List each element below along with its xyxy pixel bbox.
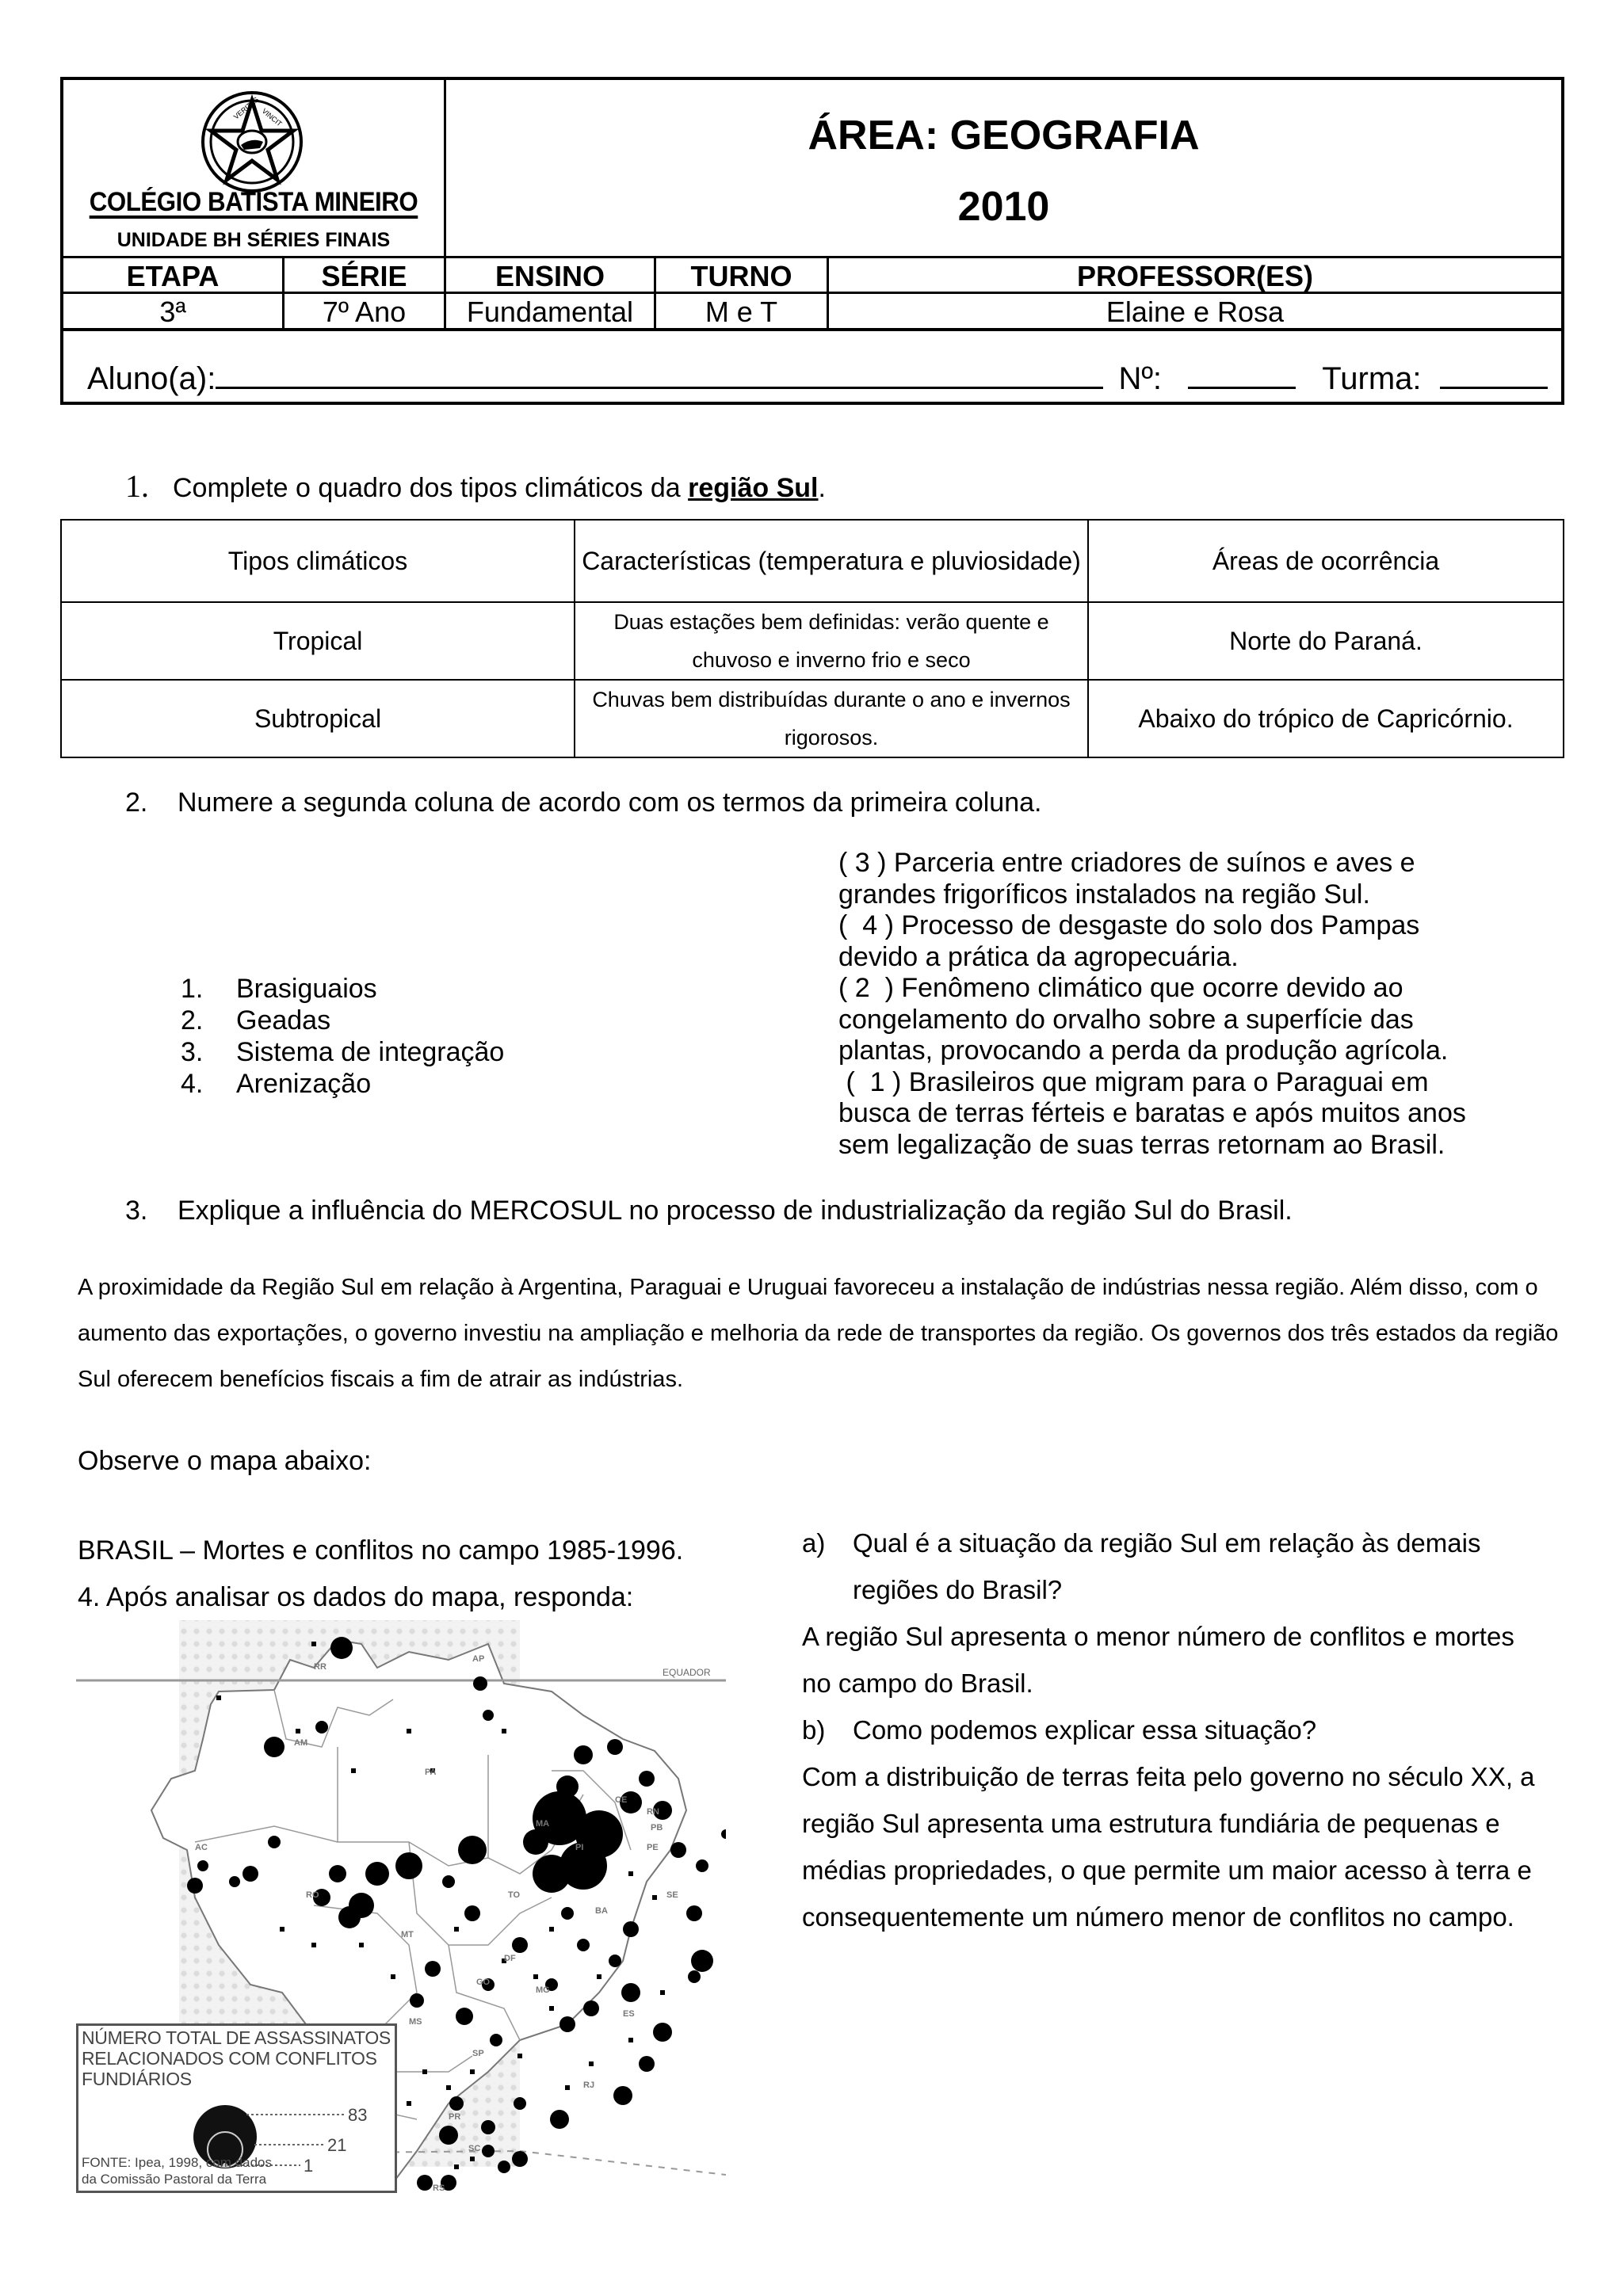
conflict-marker (268, 1836, 281, 1848)
state-label-mt: MT (401, 1930, 414, 1939)
conflict-marker-small (280, 1927, 285, 1932)
label-ensino: ENSINO (446, 258, 656, 294)
student-info-row (63, 328, 1561, 406)
term-label: Geadas (236, 1005, 331, 1035)
school-logo-icon (200, 90, 304, 194)
conflict-marker (691, 1950, 713, 1972)
term-label: Arenização (236, 1069, 372, 1099)
value-turno: M e T (656, 294, 829, 330)
legend-title-line: FUNDIÁRIOS (82, 2069, 192, 2089)
state-label-df: DF (504, 1954, 516, 1963)
definition-line: Brasileiros que migram para o Paraguai em (908, 1066, 1429, 1097)
cell-type: Tropical (61, 602, 575, 680)
cell-characteristics: Duas estações bem definidas: verão quente e chuvoso e inverno frio e seco (575, 602, 1088, 680)
value-etapa: 3ª (63, 294, 285, 330)
header-caracteristicas: Características (temperatura e pluviosidade) (575, 520, 1088, 602)
conflict-marker (482, 2145, 495, 2157)
subquestion-text: Qual é a situação da região Sul em relação às demais regiões do Brasil? (853, 1528, 1481, 1604)
conflict-marker (686, 1905, 702, 1921)
second-column-definitions (838, 848, 1536, 1161)
value-ensino: Fundamental (446, 294, 656, 330)
conflict-marker (229, 1876, 240, 1887)
conflict-marker-small (628, 2038, 633, 2042)
definition-line: Fenômeno climático que ocorre devido ao (901, 973, 1403, 1003)
state-label-mg: MG (536, 1985, 550, 1995)
definition-line: congelamento do orvalho sobre a superfície das (838, 1004, 1414, 1035)
state-label-ro: RO (306, 1890, 319, 1900)
conflict-marker-small (660, 1990, 665, 1995)
label-serie: SÉRIE (285, 258, 446, 294)
state-label-rr: RR (314, 1662, 327, 1672)
subquestion-label: a) (802, 1528, 826, 1558)
legend-source-line: da Comissão Pastoral da Terra (82, 2172, 267, 2187)
conflict-marker (639, 1771, 655, 1787)
conflict-marker-small (470, 2069, 475, 2074)
map-caption: BRASIL – Mortes e conflitos no campo 1985-1996. (78, 1535, 684, 1566)
definition-line: Parceria entre criadores de suínos e aves e (893, 848, 1415, 878)
conflict-marker (561, 1907, 574, 1920)
conflict-marker (721, 1829, 726, 1839)
student-label: Aluno(a): (87, 361, 216, 396)
value-professores: Elaine e Rosa (1106, 296, 1285, 328)
term-number: 4. (181, 1069, 204, 1099)
conflict-marker (613, 2086, 632, 2105)
conflict-marker (425, 1961, 441, 1977)
definition-item (838, 973, 1536, 1067)
conflict-marker-small (454, 1927, 459, 1932)
conflict-marker-small (391, 1974, 395, 1979)
state-label-ac: AC (195, 1843, 208, 1852)
school-logo-cell (63, 80, 446, 256)
equator-label: EQUADOR (663, 1667, 711, 1678)
state-label-pe: PE (647, 1843, 659, 1852)
state-label-to: TO (508, 1890, 521, 1900)
conflict-marker (473, 1676, 487, 1691)
header-areas: Áreas de ocorrência (1088, 520, 1564, 602)
term-number: 3. (181, 1037, 204, 1067)
conflict-marker-small (351, 1768, 356, 1773)
question-1 (125, 467, 826, 505)
legend-title-line: RELACIONADOS COM CONFLITOS (82, 2048, 377, 2069)
definition-line: sem legalização de suas terras retornam ao Brasil. (838, 1129, 1445, 1160)
question-number: 1. (125, 468, 149, 504)
term-label: Brasiguaios (236, 974, 377, 1004)
conflict-marker-small (216, 1695, 221, 1700)
conflict-marker (670, 1842, 686, 1858)
legend-source (82, 2154, 272, 2187)
conflict-marker (523, 1829, 548, 1855)
conflict-marker (490, 2034, 502, 2046)
conflict-marker (483, 1710, 494, 1721)
conflict-marker (577, 1939, 590, 1951)
conflict-marker-small (565, 2085, 570, 2090)
legend-title-line: NÚMERO TOTAL DE ASSASSINATOS (82, 2027, 391, 2048)
conflict-marker (417, 2175, 433, 2191)
state-label-es: ES (623, 2009, 635, 2019)
logo-motto-right: VINCIT (260, 106, 284, 128)
answer-input[interactable]: ( 2 ) (838, 973, 894, 1003)
conflict-marker (442, 1875, 455, 1888)
student-name-field[interactable] (216, 360, 1103, 389)
definition-item (838, 910, 1536, 973)
subquestion-a-answer: A região Sul apresenta o menor número de conflitos e mortes no campo do Brasil. (802, 1622, 1514, 1698)
title-cell (446, 80, 1561, 256)
definition-line: plantas, provocando a perda da produção agrícola. (838, 1035, 1449, 1066)
question-3 (125, 1196, 1293, 1226)
conflict-marker-small (359, 1943, 364, 1947)
conflict-marker (533, 1855, 571, 1893)
cell-type: Subtropical (61, 680, 575, 757)
state-label-rn: RN (647, 1807, 659, 1817)
subquestion-text: Como podemos explicar essa situação? (853, 1715, 1317, 1745)
question-2 (125, 788, 1041, 818)
cell-characteristics: Chuvas bem distribuídas durante o ano e invernos rigorosos. (575, 680, 1088, 757)
state-label-pa: PA (425, 1768, 437, 1777)
conflict-marker (559, 2016, 575, 2032)
state-label-rj: RJ (583, 2081, 595, 2090)
conflict-marker (329, 1865, 346, 1882)
subquestion-b-answer: Com a distribuição de terras feita pelo governo no século XX, a região Sul apresenta uma estrutura fundiária de pequenas e médias propriedades, o que permite um maior acesso à terra e consequentemente um número menor de conflitos no campo. (802, 1762, 1535, 1932)
conflict-marker-small (407, 2101, 411, 2106)
cell-areas: Norte do Paraná. (1088, 602, 1564, 680)
state-label-ms: MS (409, 2017, 422, 2027)
conflict-marker (197, 1860, 208, 1871)
definition-item (838, 1067, 1536, 1161)
term-item (181, 1036, 504, 1068)
student-line (87, 360, 1537, 397)
question-4-prompt: 4. Após analisar os dados do mapa, responda: (78, 1582, 634, 1612)
state-label-go: GO (476, 1978, 491, 1987)
subquestion-label: b) (802, 1715, 826, 1745)
label-etapa: ETAPA (63, 258, 285, 294)
conflict-marker (639, 2056, 655, 2072)
answer-input[interactable]: ( 3 ) (838, 848, 887, 878)
conflict-marker (439, 2126, 458, 2145)
conflict-marker (574, 1745, 593, 1764)
area-title: ÁREA: GEOGRAFIA (808, 113, 1200, 158)
state-label-ap: AP (472, 1654, 485, 1664)
conflict-marker (264, 1737, 285, 1757)
conflict-marker (187, 1878, 203, 1894)
conflict-marker (653, 2023, 672, 2042)
question-3-answer: A proximidade da Região Sul em relação à Argentina, Paraguai e Uruguai favoreceu a instalação de indústrias nessa região. Além disso, com o aumento das exportações, o governo investiu na ampliação e melhoria da rede de transportes da região. Os governos dos três estados da região Sul oferecem benefícios fiscais a fim de atrair as indústrias. (78, 1275, 1559, 1392)
student-number-field[interactable] (1188, 360, 1296, 389)
first-column-terms (181, 973, 504, 1100)
conflict-marker-small (407, 1729, 411, 1733)
conflict-marker-small (296, 1729, 300, 1733)
question-text: Numere a segunda coluna de acordo com os termos da primeira coluna. (178, 788, 1042, 818)
conflict-marker (481, 2120, 495, 2134)
question-end: . (818, 473, 826, 503)
state-label-pb: PB (651, 1823, 663, 1833)
definition-line: grandes frigoríficos instalados na região Sul. (838, 879, 1370, 910)
subquestion-a (802, 1520, 1539, 1613)
state-label-ma: MA (536, 1819, 550, 1829)
conflict-marker-small (549, 1927, 554, 1932)
term-item (181, 1068, 504, 1100)
conflict-marker-small (422, 2069, 427, 2074)
table-header-row (61, 520, 1564, 602)
conflict-marker-small (628, 1871, 633, 1876)
conflict-marker (514, 2097, 526, 2110)
question-text: Complete o quadro dos tipos climáticos da (173, 473, 681, 503)
conflict-marker (583, 2000, 599, 2016)
map-legend (76, 2023, 397, 2193)
conflict-marker-small (549, 2006, 554, 2011)
state-label-sc: SC (468, 2144, 481, 2153)
conflict-marker (498, 2161, 510, 2173)
term-number: 2. (181, 1005, 204, 1035)
cell-areas: Abaixo do trópico de Capricórnio. (1088, 680, 1564, 757)
state-label-pr: PR (449, 2112, 461, 2122)
state-label-ce: CE (615, 1795, 628, 1805)
value-serie: 7º Ano (285, 294, 446, 330)
climate-types-table (60, 519, 1564, 758)
conflict-marker (242, 1866, 258, 1882)
class-field[interactable] (1440, 360, 1548, 389)
conflict-marker (464, 1905, 480, 1921)
exam-header (60, 77, 1564, 405)
definition-line: Processo de desgaste do solo dos Pampas (901, 910, 1420, 940)
conflict-marker (315, 1721, 328, 1733)
conflict-marker (607, 1739, 623, 1755)
state-label-am: AM (294, 1738, 308, 1748)
school-unit: UNIDADE BH SÉRIES FINAIS (116, 229, 391, 251)
number-label: Nº: (1118, 361, 1163, 396)
term-item (181, 1005, 504, 1036)
state-label-pi: PI (575, 1843, 584, 1852)
conflict-marker (330, 1637, 353, 1659)
header-labels-row (63, 256, 1561, 294)
conflict-marker (449, 2096, 464, 2111)
definition-line: busca de terras férteis e baratas e após muitos anos (838, 1098, 1466, 1128)
conflict-marker-small (311, 1943, 316, 1947)
conflict-marker (512, 1937, 528, 1953)
school-name: COLÉGIO BATISTA MINEIRO (89, 187, 418, 217)
state-label-ba: BA (595, 1906, 608, 1916)
conflict-marker-small (533, 1974, 538, 1979)
conflict-marker (456, 2008, 473, 2025)
legend-value-21: 21 (327, 2135, 347, 2155)
table-row (61, 680, 1564, 757)
conflict-marker-small (311, 1642, 316, 1646)
table-row (61, 602, 1564, 680)
legend-value-1: 1 (304, 2156, 314, 2176)
conflict-marker (623, 1921, 639, 1937)
question-emphasis: região Sul (688, 473, 819, 503)
conflict-marker-small (652, 1895, 657, 1900)
observe-instruction: Observe o mapa abaixo: (78, 1446, 372, 1476)
conflict-marker-small (502, 1729, 506, 1733)
header-values-row (63, 292, 1561, 330)
conflict-marker (338, 1906, 361, 1928)
conflict-marker (550, 2110, 569, 2129)
question-text: Explique a influência do MERCOSUL no processo de industrialização da região Sul do Brasil. (178, 1196, 1293, 1226)
term-number: 1. (181, 974, 204, 1004)
question-4-subquestions (802, 1520, 1539, 1940)
question-number: 2. (125, 788, 148, 818)
definition-item (838, 848, 1536, 910)
answer-input[interactable]: ( 4 ) (838, 910, 894, 940)
header-tipos: Tipos climáticos (61, 520, 575, 602)
legend-source-line: FONTE: Ipea, 1998, com dados (82, 2155, 273, 2170)
term-item (181, 973, 504, 1005)
state-label-se: SE (666, 1890, 678, 1900)
legend-value-83: 83 (348, 2105, 368, 2125)
logo-motto-left: VERITAS (231, 95, 261, 121)
definition-line: devido a prática da agropecuária. (838, 941, 1239, 972)
subquestion-b (802, 1707, 1539, 1753)
label-professores: PROFESSOR(ES) (1076, 259, 1314, 292)
conflict-marker-small (597, 1974, 601, 1979)
term-label: Sistema de integração (236, 1037, 505, 1067)
conflict-marker-small (470, 2157, 475, 2161)
conflict-marker (512, 2151, 528, 2167)
conflict-marker (458, 1836, 487, 1864)
conflict-marker (621, 1983, 640, 2002)
conflict-marker-small (517, 2054, 522, 2058)
conflict-marker (688, 1970, 701, 1983)
exam-year: 2010 (957, 184, 1050, 230)
class-label: Turma: (1322, 361, 1422, 396)
conflict-marker (365, 1862, 389, 1886)
question-number: 3. (125, 1196, 148, 1226)
conflict-marker (395, 1852, 422, 1879)
answer-input[interactable]: ( 1 ) (838, 1066, 902, 1097)
conflict-marker (609, 1955, 621, 1967)
state-label-sp: SP (472, 2049, 484, 2058)
label-turno: TURNO (656, 258, 829, 294)
conflict-marker-small (446, 2085, 451, 2090)
conflict-marker-small (589, 2061, 594, 2066)
conflict-marker (410, 1993, 424, 2008)
state-label-rs: RS (433, 2183, 445, 2193)
conflict-marker-small (454, 2164, 459, 2169)
conflict-marker (696, 1859, 708, 1872)
